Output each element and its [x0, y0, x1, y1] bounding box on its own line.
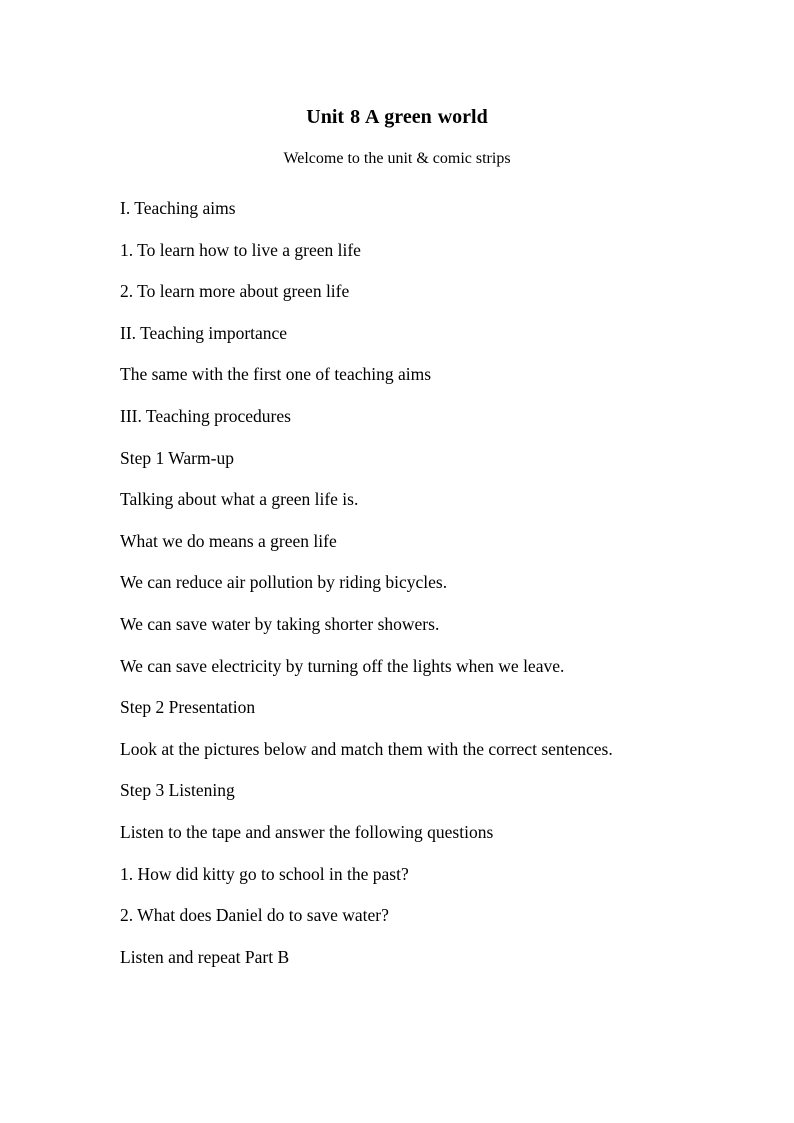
- section-heading-teaching-importance: II. Teaching importance: [120, 322, 288, 343]
- aim-item-1: 1. To learn how to live a green life: [120, 239, 361, 260]
- importance-text: The same with the first one of teaching aims: [120, 364, 432, 385]
- aim-item-2: 2. To learn more about green life: [120, 281, 350, 302]
- step-2-paragraph: Look at the pictures below and match them with the correct sentences.: [120, 738, 613, 759]
- question-1: 1. How did kitty go to school in the past?: [120, 863, 409, 884]
- question-2: 2. What does Daniel do to save water?: [120, 905, 389, 926]
- step-1-line-4: We can save water by taking shorter showers.: [120, 613, 440, 634]
- step-3-line-1: Listen to the tape and answer the following questions: [120, 821, 494, 842]
- step-1-line-5: We can save electricity by turning off the lights when we leave.: [120, 655, 565, 676]
- step-1-line-1: Talking about what a green life is.: [120, 489, 359, 510]
- document-subtitle: Welcome to the unit & comic strips: [283, 150, 511, 167]
- step-2-heading: Step 2 Presentation: [120, 697, 256, 718]
- section-heading-teaching-aims: I. Teaching aims: [120, 198, 236, 218]
- step-1-line-2: What we do means a green life: [120, 530, 337, 551]
- step-3-line-2: Listen and repeat Part B: [120, 946, 290, 967]
- step-3-heading: Step 3 Listening: [120, 780, 235, 801]
- document-title: Unit 8 A green world: [306, 106, 488, 128]
- step-1-heading: Step 1 Warm-up: [120, 447, 234, 468]
- document-body: [120, 188, 675, 978]
- step-1-line-3: We can reduce air pollution by riding bicycles.: [120, 572, 448, 593]
- section-heading-teaching-procedures: III. Teaching procedures: [120, 405, 291, 426]
